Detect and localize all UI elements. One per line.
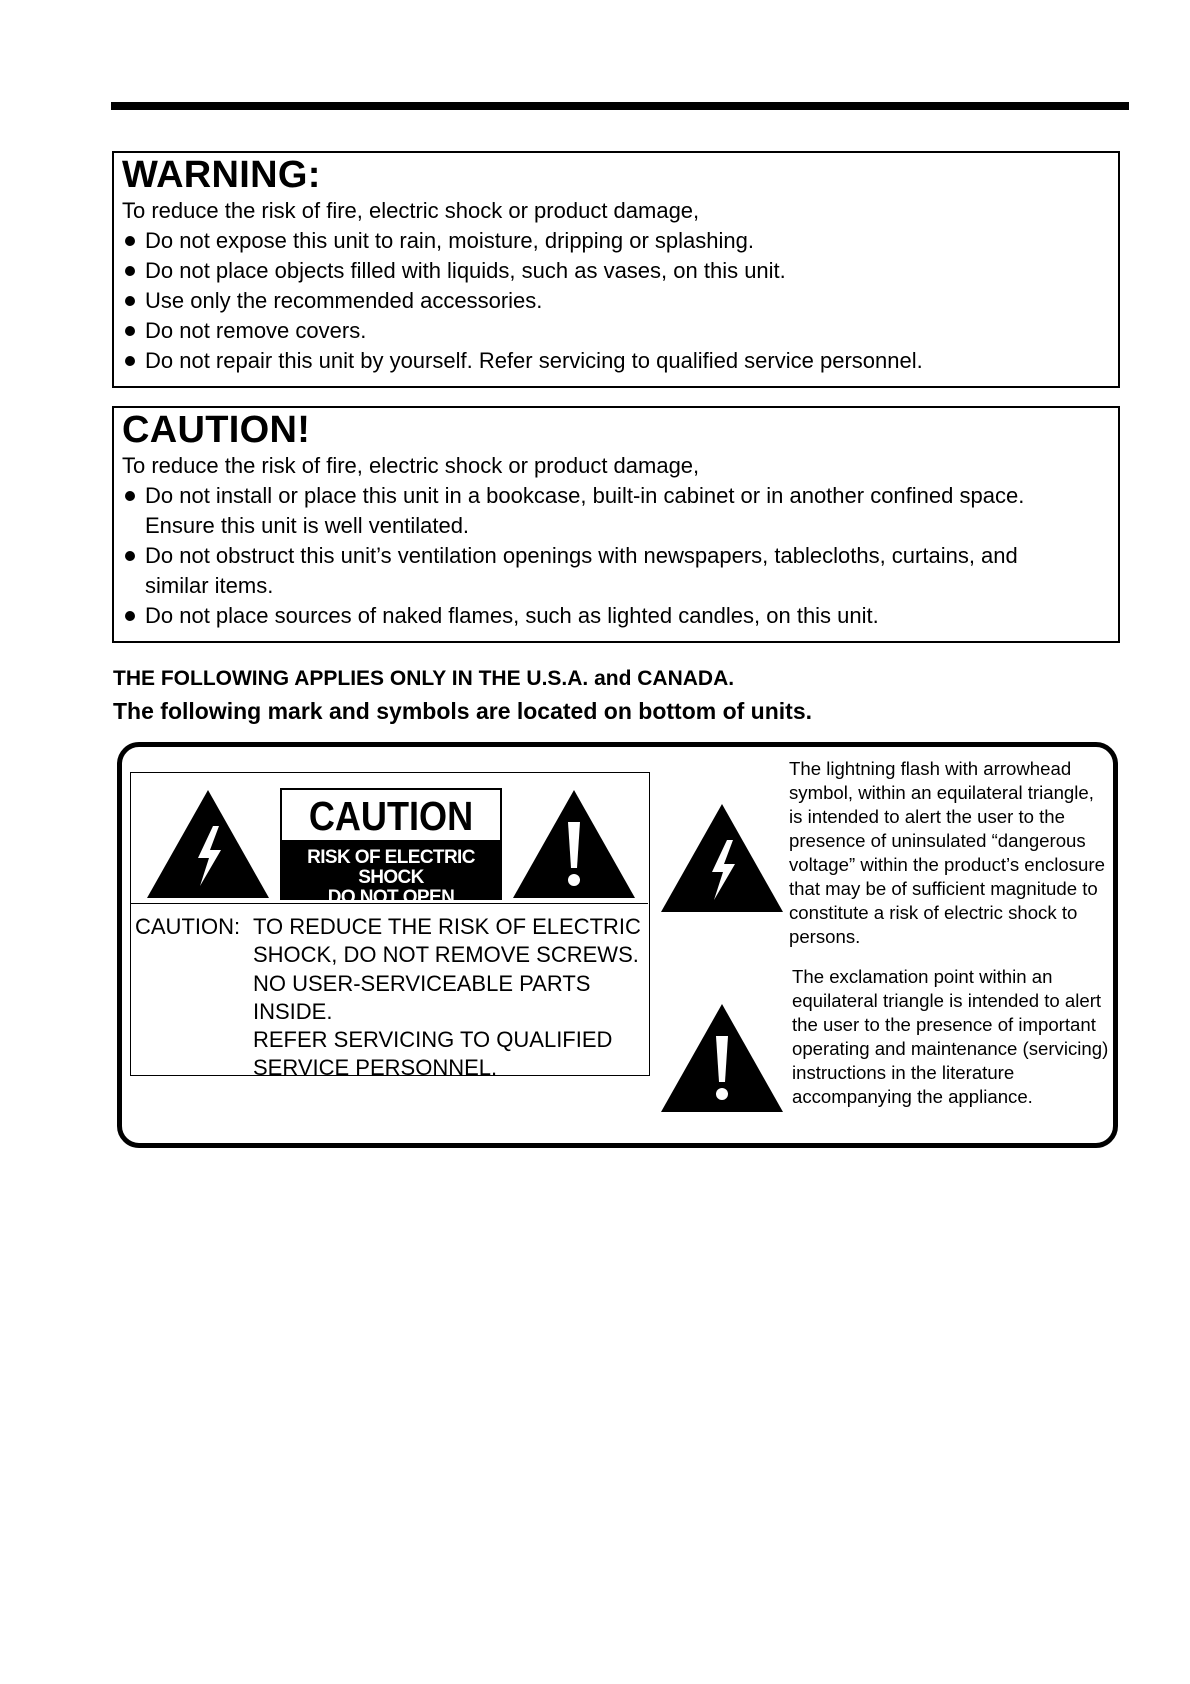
- caution-label: [130, 772, 650, 1081]
- list-item: Use only the recommended accessories.: [122, 286, 1110, 316]
- label-line: INSIDE.: [253, 998, 333, 1024]
- caution-intro: To reduce the risk of fire, electric shock or product damage,: [122, 453, 700, 478]
- caution-sign-line: DO NOT OPEN: [327, 887, 455, 908]
- lightning-triangle-icon: [145, 788, 271, 900]
- label-instructions: [253, 913, 641, 1083]
- exclamation-description: The exclamation point within an equilateral triangle is intended to alert the user to the presence of important operating and maintenance (servicing) instructions in the literature accompanying the appliance.: [792, 966, 1109, 1107]
- label-line: TO REDUCE THE RISK OF ELECTRIC: [253, 914, 641, 939]
- label-caution-word: CAUTION:: [135, 914, 241, 939]
- warning-intro: To reduce the risk of fire, electric shock or product damage,: [122, 198, 700, 223]
- caution-sign-line: RISK OF ELECTRIC SHOCK: [307, 847, 475, 888]
- warning-list: [122, 226, 1110, 376]
- caution-list: [122, 481, 1110, 631]
- caution-sign: [280, 788, 502, 908]
- list-item: Do not obstruct this unit’s ventilation openings with newspapers, tablecloths, curtains, and similar items.: [122, 541, 1110, 601]
- caution-sign-band: [282, 840, 500, 908]
- list-item: Do not place sources of naked flames, such as lighted candles, on this unit.: [122, 601, 1110, 631]
- symbol-panel: [117, 742, 1118, 1148]
- label-line: SHOCK, DO NOT REMOVE SCREWS.: [253, 942, 639, 968]
- caution-box: [112, 406, 1120, 643]
- warning-box: [112, 151, 1120, 388]
- list-item: Do not place objects filled with liquids, such as vases, on this unit.: [122, 256, 1110, 286]
- list-item: Do not remove covers.: [122, 316, 1110, 346]
- caution-title: CAUTION!: [122, 409, 311, 451]
- label-line: NO USER-SERVICEABLE PARTS: [253, 970, 591, 996]
- region-note: THE FOLLOWING APPLIES ONLY IN THE U.S.A. and CANADA.: [113, 667, 735, 690]
- label-line: SERVICE PERSONNEL.: [253, 1055, 498, 1081]
- caution-sign-title: CAUTION: [308, 793, 474, 839]
- exclamation-triangle-icon: [659, 1002, 785, 1114]
- warning-title: WARNING:: [122, 154, 321, 196]
- label-line: REFER SERVICING TO QUALIFIED: [253, 1027, 613, 1053]
- lightning-description: The lightning flash with arrowhead symbol, within an equilateral triangle, is intended to alert the user to the presence of uninsulated “dangerous voltage” within the product’s enclosure that may be of sufficient magnitude to constitute a risk of electric shock to persons.: [789, 758, 1105, 947]
- list-item: Do not expose this unit to rain, moisture, dripping or splashing.: [122, 226, 1110, 256]
- mark-note: The following mark and symbols are located on bottom of units.: [113, 698, 813, 724]
- label-header: [131, 773, 648, 908]
- exclamation-triangle-icon: [511, 788, 637, 900]
- list-item: Do not install or place this unit in a bookcase, built-in cabinet or in another confined space. Ensure this unit is well ventilated.: [122, 481, 1110, 541]
- list-item: Do not repair this unit by yourself. Refer servicing to qualified service personnel.: [122, 346, 1110, 376]
- lightning-triangle-icon: [659, 802, 785, 914]
- top-rule: [111, 102, 1129, 110]
